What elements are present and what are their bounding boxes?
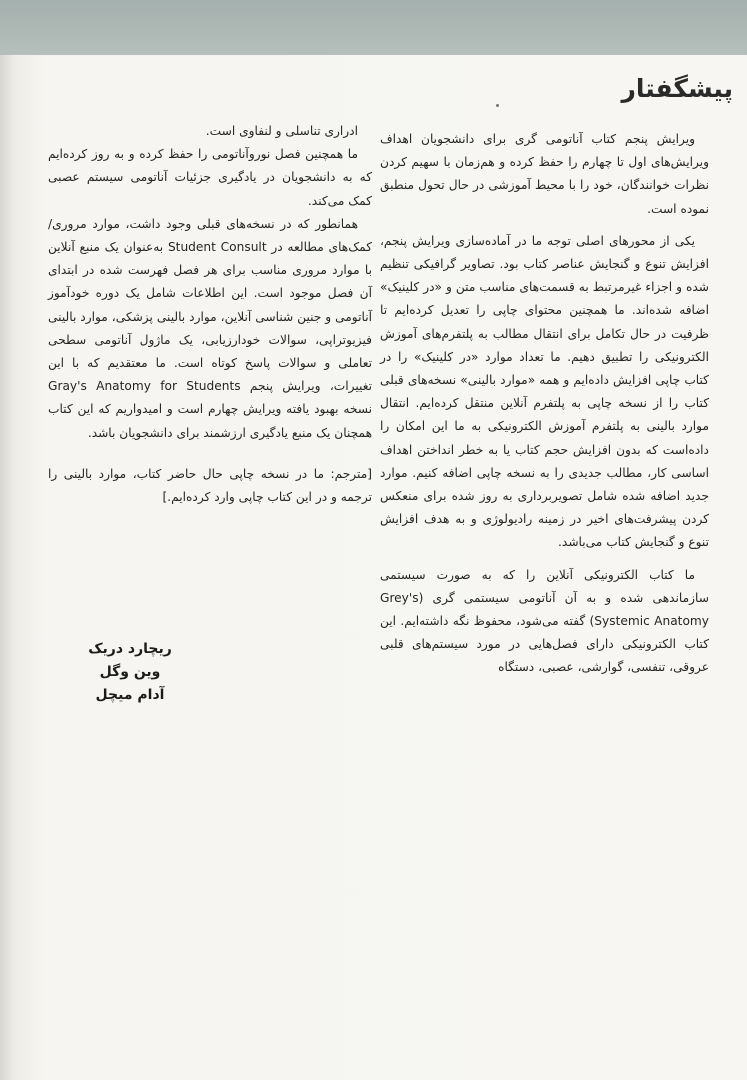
translator-note: [مترجم: ما در نسخه چاپی حال حاضر کتاب، موارد بالینی را ترجمه و در این کتاب چاپی وارد کرده‌ایم.] xyxy=(48,466,372,505)
paragraph: ویرایش پنجم کتاب آناتومی گری برای دانشجویان اهداف ویرایش‌های اول تا چهارم را حفظ کرده و هم‌زمان با سهیم کردن نظرات خوانندگان، خود را با محیط آموزشی در حال تحول منطبق نموده است. xyxy=(380,132,709,216)
paragraph: ما کتاب الکترونیکی آنلاین را که به صورت سیستمی سازماندهی شده و به آن آناتومی سیستمی گری (Grey's Systemic Anatomy) گفته می‌شود، محفوظ نگه داشته‌ایم. این کتاب الکترونیکی دارای فصل‌هایی در مورد سیستم‌های قلبی عروقی، تنفسی، گوارشی، عصبی، دستگاه xyxy=(380,567,709,675)
paragraph-gap xyxy=(380,221,709,230)
paragraph: ادراری تناسلی و لنفاوی است. xyxy=(205,124,358,138)
author-name: آدام میچل xyxy=(95,687,165,703)
paragraph-gap xyxy=(48,445,372,463)
left-text-column xyxy=(48,120,372,509)
paragraph: یکی از محورهای اصلی توجه ما در آماده‌سازی ویرایش پنجم، افزایش تنوع و گنجایش عناصر کتاب بود. تصاویر گرافیکی تنظیم شده و اجزاء غیرمرتبط به قسمت‌های مناسب متن و «در کلینیک» اضافه شده‌اند. ما همچنین محتوای چاپی را تعدیل کرده‌ایم تا ظرفیت در حال تکامل برای انتقال مطالب به پلتفرم‌های آموزش الکترونیکی را تطبیق دهیم. ما تعداد موارد «در کلینیک» را در کتاب چاپی افزایش داده‌ایم و همه «موارد بالینی» نسخه‌های قبلی کتاب را از نسخه چاپی به پلتفرم آنلاین منتقل کرده‌ایم. انتقال موارد بالینی به پلتفرم آموزش الکترونیکی به ما این امکان را داده‌است که بدون افزایش حجم کتاب یا به خطر انداختن اهداف اساسی کار، مطالب جدیدی را به نسخه چاپی اضافه کنیم. موارد جدید اضافه شده شامل تصویربرداری به روز شده برای منعکس کردن پیشرفت‌های اخیر در زمینه رادیولوژی و به هدف افزایش تنوع و گنجایش کتاب می‌باشد. xyxy=(380,233,709,550)
scan-background-band xyxy=(0,0,747,55)
page-edge-shadow xyxy=(0,55,14,1080)
author-name: ریچارد دریک xyxy=(88,641,172,657)
right-text-column xyxy=(380,128,709,680)
paragraph-gap xyxy=(380,555,709,564)
paper-speck xyxy=(496,104,499,107)
paragraph: همانطور که در نسخه‌های قبلی وجود داشت، موارد مروری/کمک‌های مطالعه در Student Consult به‌عنوان یک منبع آنلاین با موارد مروری مناسب برای هر فصل فهرست شده در ابتدای آن فصل موجود است. این اطلاعات شامل یک دوره خودآموز آناتومی و جنین شناسی آنلاین، موارد بالینی پزشکی، موارد بالینی فیزیوتراپی، سوالات خودارزیابی، یک ماژول آناتومی سطحی تعاملی و سوالات پاسخ کوتاه است. ما معتقدیم که با این تغییرات، ویرایش پنجم Gray's Anatomy for Students نسخه بهبود یافته ویرایش چهارم است و امیدواریم که این کتاب همچنان یک منبع یادگیری ارزشمند برای دانشجویان باشد. xyxy=(48,216,372,440)
author-signatures xyxy=(70,638,190,707)
page-title: پیشگفتار xyxy=(621,74,733,103)
paragraph: ما همچنین فصل نوروآناتومی را حفظ کرده و به روز کرده‌ایم که به دانشجویان در یادگیری جزئیات آناتومی سیستم عصبی کمک می‌کند. xyxy=(48,147,372,208)
author-name: وین وگل xyxy=(99,664,161,680)
